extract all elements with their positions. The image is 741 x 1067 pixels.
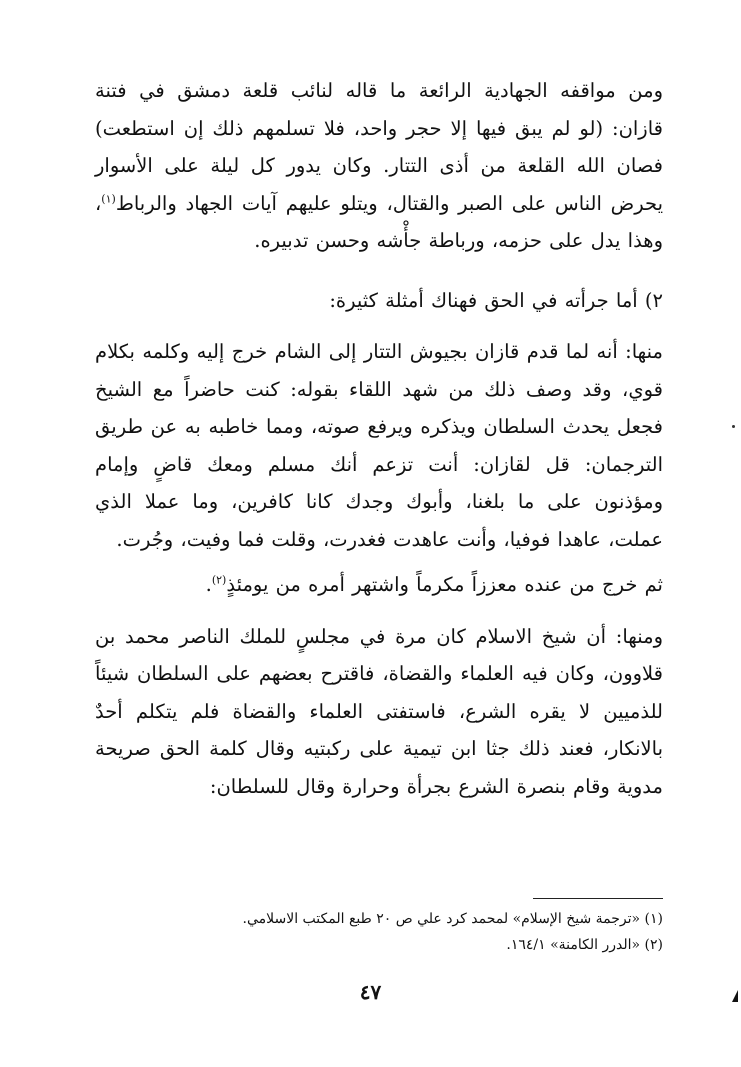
paragraph-fortress-text: ومن مواقفه الجهادية الرائعة ما قاله لنائب قلعة دمشق في فتنة قازان: (لو لم يبق فيها إلا حجر واحد، فلا تسلمهم ذلك إن استطعت) فصان الله القلعة من أذى التتار. وكان يدور كل ليلة على الأسوار يحرض الناس على الصبر والقتال، ويتلو عليهم آيات الجهاد والرباط — [95, 79, 663, 215]
paragraph-fortress-tail: ، وهذا يدل على حزمه، ورباطة جأْشه وحسن تدبيره. — [95, 191, 663, 252]
scan-speck — [732, 425, 735, 428]
footnotes — [103, 906, 663, 958]
paragraph-qazan-meeting: منها: أنه لما قدم قازان بجيوش التتار إلى الشام خرج إليه وكلمه بكلام قوي، وقد وصف ذلك من شهد اللقاء بقوله: كنت حاضراً مع الشيخ فجعل يحدث السلطان ويذكره ويرفع صوته، ومما خاطبه به عن طريق الترجمان: قل لقازان: أنت تزعم أنك مسلم ومعك قاضٍ وإمام ومؤذنون على ما بلغنا، وأبوك وجدك كانا كافرين، وما عملا الذي عملت، عاهدا فوفيا، وأنت عاهدت فغدرت، وقلت فما وفيت، وجُرت. — [95, 340, 663, 551]
page-body — [95, 72, 663, 805]
page-number: ٤٧ — [359, 980, 382, 1004]
footnote-1: (١) «ترجمة شيخ الإسلام» لمحمد كرد علي ص ٢٠ طبع المكتب الاسلامي. — [242, 911, 663, 927]
footnote-2: (٢) «الدرر الكامنة» ١٦٤/١. — [506, 937, 663, 953]
paragraph-departure — [95, 566, 663, 604]
footnote-ref-1[interactable]: (١) — [101, 192, 116, 205]
paragraph-sultan-council: ومنها: أن شيخ الاسلام كان مرة في مجلسٍ للملك الناصر محمد بن قلاوون، وكان فيه العلماء والقضاة، فاقترح بعضهم على السلطان شيئاً للذميين لا يقره الشرع، فاستفتى العلماء والقضاة فلم يتكلم أحدٌ بالانكار، فعند ذلك جثا ابن تيمية على ركبتيه وقال كلمة الحق صريحة مدوية وقام بنصرة الشرع بجرأة وحرارة وقال للسلطان: — [95, 624, 663, 798]
section-heading-courage: ٢) أما جرأته في الحق فهناك أمثلة كثيرة: — [329, 288, 663, 312]
paragraph-departure-tail: . — [205, 573, 212, 596]
paragraph-departure-text: ثم خرج من عنده معززاً مكرماً واشتهر أمره من يومئذٍ — [226, 573, 663, 596]
footnote-divider — [533, 898, 663, 899]
paragraph-fortress — [95, 72, 663, 260]
page-edge-mark — [732, 990, 738, 1002]
footnote-ref-2[interactable]: (٢) — [211, 573, 227, 587]
